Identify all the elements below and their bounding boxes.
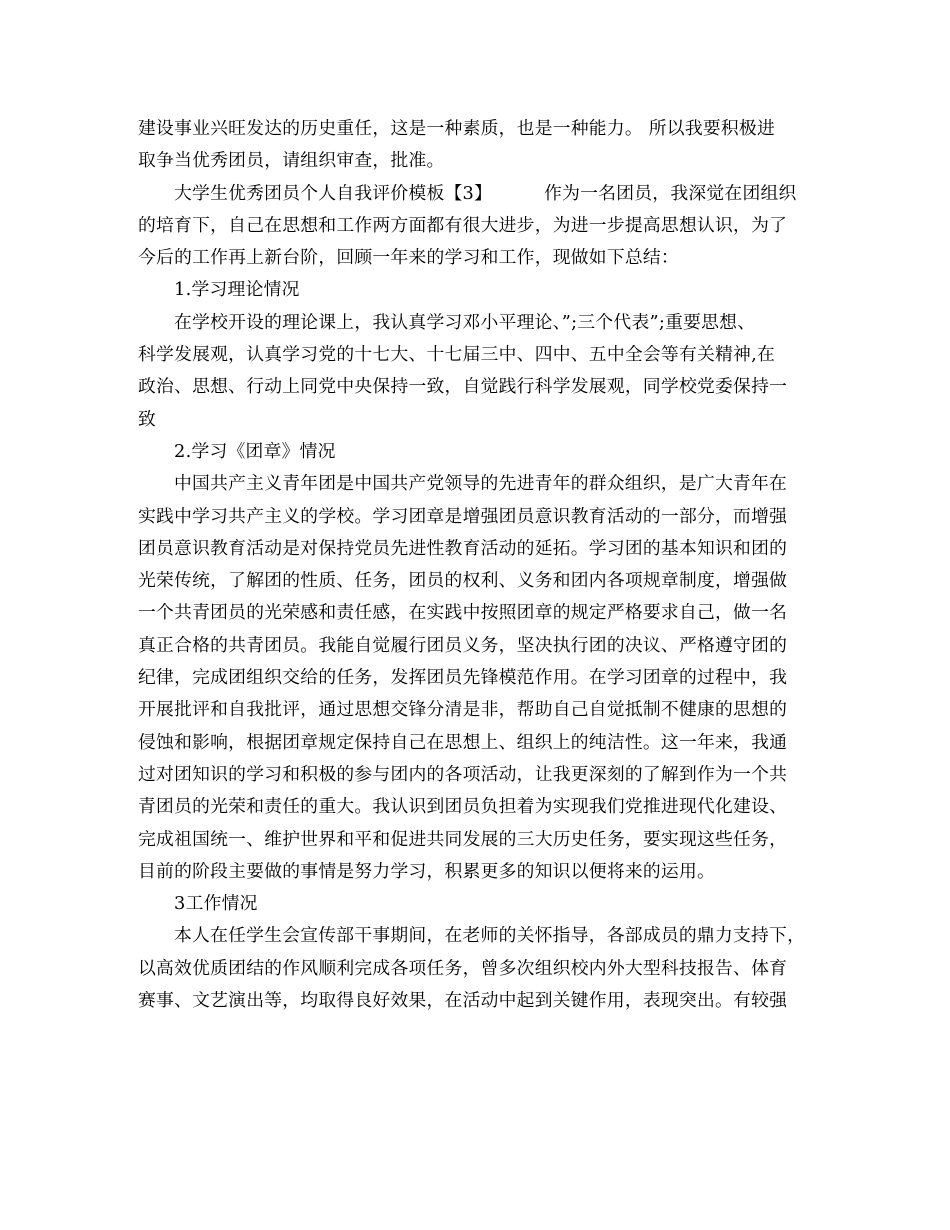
text-line: 今后的工作再上新台阶，回顾一年来的学习和工作，现做如下总结： xyxy=(138,247,679,269)
text-line: 团员意识教育活动是对保持党员先进性教育活动的延拓。学习团的基本知识和团的 xyxy=(138,537,788,559)
text-line: 取争当优秀团员，请组织审查，批准。 xyxy=(138,150,445,172)
text-line: 以高效优质团结的作风顺利完成各项任务，曾多次组织校内外大型科技报告、体育 xyxy=(138,957,788,979)
text-line: 过对团知识的学习和积极的参与团内的各项活动，让我更深刻的了解到作为一个共 xyxy=(138,763,788,785)
text-line: 侵蚀和影响，根据团章规定保持自己在思想上、组织上的纯洁性。这一年来，我通 xyxy=(138,731,788,753)
text-line: 青团员的光荣和责任的重大。我认识到团员负担着为实现我们党推进现代化建设、 xyxy=(138,796,788,818)
text-line: 在学校开设的理论课上，我认真学习邓小平理论、”;三个代表”;重要思想、 xyxy=(174,311,756,333)
section-heading: 3工作情况 xyxy=(174,893,258,915)
text-line: 实践中学习共产主义的学校。学习团章是增强团员意识教育活动的一部分，而增强 xyxy=(138,505,788,527)
text-line: 纪律，完成团组织交给的任务，发挥团员先锋模范作用。在学习团章的过程中，我 xyxy=(138,667,788,689)
document-page xyxy=(138,113,818,1017)
section-heading: 2.学习《团章》情况 xyxy=(174,440,336,462)
text-line: 开展批评和自我批评，通过思想交锋分清是非，帮助自己自觉抵制不健康的思想的 xyxy=(138,699,788,721)
text-line: 完成祖国统一、维护世界和平和促进共同发展的三大历史任务，要实现这些任务， xyxy=(138,828,788,850)
text-line: 科学发展观，认真学习党的十七大、十七届三中、四中、五中全会等有关精神,在 xyxy=(138,344,775,366)
text-line: 赛事、文艺演出等，均取得良好效果，在活动中起到关键作用，表现突出。有较强 xyxy=(138,990,788,1012)
text-line-tail: 作为一名团员，我深觉在团组织 xyxy=(544,182,797,204)
text-line: 政治、思想、行动上同党中央保持一致，自觉践行科学发展观，同学校党委保持一 xyxy=(138,376,788,398)
section-heading-line xyxy=(138,178,818,210)
text-line: 致 xyxy=(138,408,157,430)
text-line: 真正合格的共青团员。我能自觉履行团员义务，坚决执行团的决议、严格遵守团的 xyxy=(138,634,788,656)
text-line: 本人在任学生会宣传部干事期间，在老师的关怀指导，各部成员的鼎力支持下， xyxy=(174,925,806,947)
text-line: 建设事业兴旺发达的历史重任，这是一种素质，也是一种能力。 所以我要积极进 xyxy=(138,118,775,139)
text-line: 中国共产主义青年团是中国共产党领导的先进青年的群众组织，是广大青年在 xyxy=(174,473,788,495)
template-title: 大学生优秀团员个人自我评价模板【3】 xyxy=(174,182,493,204)
text-line: 目前的阶段主要做的事情是努力学习，积累更多的知识以便将来的运用。 xyxy=(138,860,716,882)
text-line: 的培育下，自己在思想和工作两方面都有很大进步，为进一步提高思想认识，为了 xyxy=(138,214,788,236)
text-line: 一个共青团员的光荣感和责任感，在实践中按照团章的规定严格要求自己，做一名 xyxy=(138,602,788,624)
text-line: 光荣传统，了解团的性质、任务，团员的权利、义务和团内各项规章制度，增强做 xyxy=(138,570,788,592)
section-heading: 1.学习理论情况 xyxy=(174,279,300,301)
